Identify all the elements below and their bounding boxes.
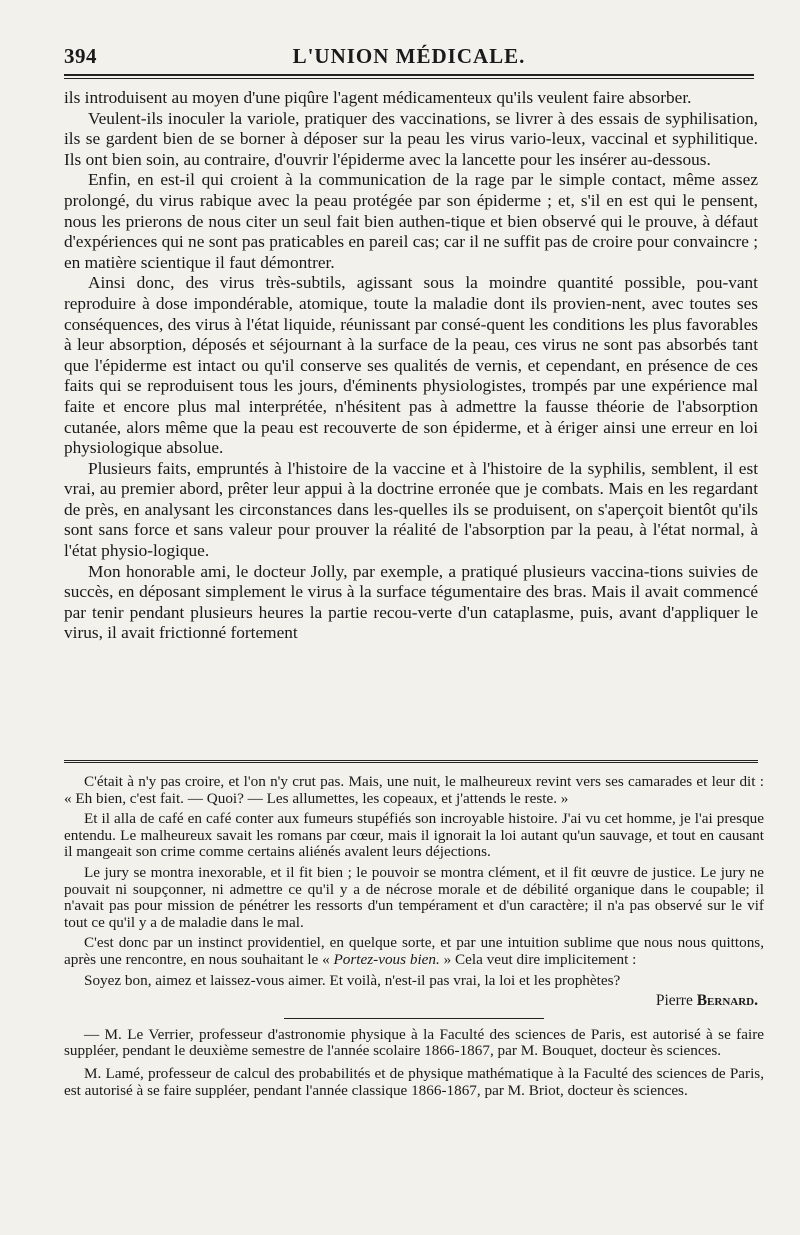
- page-number: 394: [64, 44, 97, 68]
- feuilleton-paragraph: Le jury se montra inexorable, et il fit bien ; le pouvoir se montra clément, et il fit œuvre de justice. Le jury ne pouvait ni soupçonner, ni admettre ce qu'il y a de nécrose morale et de débilité organique dans le coupable; il n'avait pas pour mission de pénétrer les ressorts d'un tempérament et d'un caractère; il n'a pas observé sur le vif tout ce qu'il y a de maladie dans le mal.: [64, 863, 764, 931]
- news-separator: [284, 1018, 544, 1019]
- running-title: L'UNION MÉDICALE.: [292, 44, 526, 68]
- author-signature: [64, 993, 758, 1010]
- author-first-name: Pierre: [655, 992, 693, 1010]
- page-header: [64, 44, 754, 72]
- feuilleton-text: [64, 774, 764, 1105]
- feuilleton-text-end: » Cela veut dire implicitement :: [443, 950, 637, 968]
- main-paragraph: Plusieurs faits, empruntés à l'histoire de la vaccine et à l'histoire de la syphilis, semblent, il est vrai, au premier abord, prêter leur appui à la doctrine erronée que je combats. Mais en les regardant de près, en analysant les circonstances dans les-quelles ils se produisent, on s'aperçoit bientôt qu'ils sont sans force et sans valeur pour prouver la réalité de l'absorption par la peau, à l'état normal, à l'état physio-logique.: [64, 458, 758, 561]
- main-text: [64, 88, 758, 644]
- header-rule-thin: [64, 78, 754, 79]
- feuilleton-paragraph: [64, 935, 764, 968]
- main-paragraph: Enfin, en est-il qui croient à la communication de la rage par le simple contact, même assez prolongé, du virus rabique avec la peau protégée par son épiderme ; et, s'il en est qui le pensent, nous les prierons de nous citer un seul fait bien authen-tique et bien observé qui le prouve, à défaut d'expériences qui ne sont pas praticables en pareil cas; car il ne suffit pas de croire pour convaincre ; en matière scientique il faut démontrer.: [64, 170, 758, 272]
- feuilleton-text-start: C'est donc par un instinct providentiel, en quelque sorte, et par une intuition sublime que nous nous quittons, après une rencontre, en nous souhaitant le «: [64, 934, 764, 968]
- feuilleton-paragraph: Soyez bon, aimez et laissez-vous aimer. Et voilà, n'est-il pas vrai, la loi et les prophètes?: [84, 971, 621, 989]
- main-paragraph: Ainsi donc, des virus très-subtils, agissant sous la moindre quantité possible, pou-vant reproduire à dose impondérable, atomique, toute la maladie dont ils provien-nent, avec toutes ses conséquences, des virus à l'état liquide, réunissant par consé-quent les conditions les plus favorables à leur absorption, déposés et séjournant à la surface de la peau, ces virus ne sont pas absorbés tant que l'épiderme est intact ou qu'il conserve ses qualités de vernis, et cependant, en présence de ces faits qui se reproduisent tous les jours, d'éminents physiologistes, trompés par une expérience mal faite et encore plus mal interprétée, n'hésitent pas à admettre la fausse théorie de l'absorption cutanée, alors même que la peau est recouverte de son épiderme, et à ériger ainsi une erreur en loi physiologique absolue.: [64, 273, 758, 458]
- feuilleton-paragraph: Et il alla de café en café conter aux fumeurs stupéfiés son incroyable histoire. J'ai vu cet homme, je l'ai presque entendu. Le malheureux savait les romans par cœur, mais il ignorait la loi autant qu'un sauvage, et tout en causant il mangeait son crime comme certains aliénés avalent leurs déjections.: [64, 810, 764, 861]
- header-rule: [64, 74, 754, 76]
- feuilleton-separator: [64, 760, 758, 765]
- news-item: M. Lamé, professeur de calcul des probabilités et de physique mathématique à la Faculté des sciences de Paris, est autorisé à se faire suppléer, pendant l'année classique 1866-1867, par M. Briot, docteur ès sciences.: [64, 1064, 764, 1099]
- main-paragraph: ils introduisent au moyen d'une piqûre l'agent médicamenteux qu'ils veulent faire absorber.: [64, 88, 692, 107]
- main-paragraph: Mon honorable ami, le docteur Jolly, par exemple, a pratiqué plusieurs vaccina-tions suivies de succès, en déposant simplement le virus à la surface tégumentaire des bras. Mais il avait commencé par tenir pendant plusieurs heures la partie recou-verte d'un cataplasme, puis, avant d'appliquer le virus, il avait frictionné fortement: [64, 561, 758, 643]
- feuilleton-paragraph: C'était à n'y pas croire, et l'on n'y crut pas. Mais, une nuit, le malheureux revint vers ses camarades et leur dit : « Eh bien, c'est fait. — Quoi? — Les allumettes, les copeaux, et j'attends le reste. »: [64, 773, 764, 807]
- main-paragraph: Veulent-ils inoculer la variole, pratiquer des vaccinations, se livrer à des essais de syphilisation, ils se gardent bien de se borner à déposer sur la peau les virus vario-leux, vaccinal et syphilitique. Ils ont bien soin, au contraire, d'ouvrir l'épiderme avec la lancette pour les insérer au-dessous.: [64, 108, 758, 169]
- author-last-name: Bernard.: [696, 992, 758, 1010]
- news-item: — M. Le Verrier, professeur d'astronomie physique à la Faculté des sciences de Paris, est autorisé à se faire suppléer, pendant le deuxième semestre de l'année scolaire 1866-1867, par M. Bouquet, docteur ès sciences.: [64, 1025, 764, 1060]
- news-section: [64, 1027, 764, 1099]
- feuilleton-italic-phrase: Portez-vous bien.: [333, 950, 440, 968]
